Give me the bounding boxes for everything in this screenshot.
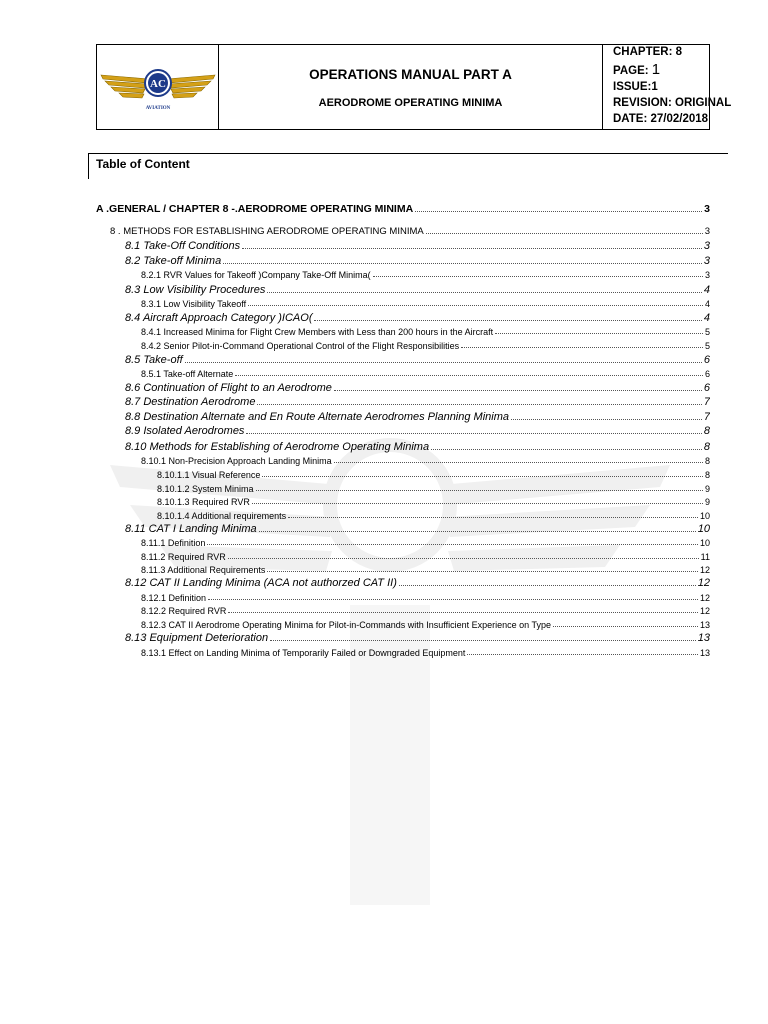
toc-entry[interactable]: [141, 538, 710, 548]
toc-entry[interactable]: [157, 497, 710, 507]
toc-entry-page: 10: [699, 511, 710, 521]
toc-dot-leader: [426, 233, 703, 234]
toc-entry[interactable]: [96, 203, 710, 215]
toc-entry[interactable]: [125, 240, 710, 252]
toc-entry-title: 8.9 Isolated Aerodromes: [125, 425, 245, 437]
toc-entry-page: 12: [699, 565, 710, 575]
toc-dot-leader: [553, 626, 698, 627]
toc-dot-leader: [270, 640, 696, 641]
toc-entry-title: 8.10.1 Non-Precision Approach Landing Minima: [141, 456, 332, 466]
toc-entry[interactable]: [125, 523, 710, 535]
toc-entry-page: 10: [697, 523, 710, 535]
toc-dot-leader: [259, 531, 696, 532]
toc-entry-title: 8.1 Take-Off Conditions: [125, 240, 241, 252]
toc-dot-leader: [288, 517, 698, 518]
toc-entry[interactable]: [141, 606, 710, 616]
toc-entry-page: 6: [703, 354, 710, 366]
toc-entry-title: 8.5.1 Take-off Alternate: [141, 369, 234, 379]
toc-entry-title: 8.4.1 Increased Minima for Flight Crew Members with Less than 200 hours in the Aircraft: [141, 327, 494, 337]
toc-dot-leader: [228, 612, 698, 613]
toc-entry-page: 12: [697, 577, 710, 589]
toc-dot-leader: [252, 503, 703, 504]
toc-entry[interactable]: [125, 632, 710, 644]
toc-entry-page: 9: [704, 484, 710, 494]
toc-entry-title: 8.12.3 CAT II Aerodrome Operating Minima for Pilot-in-Commands with Insufficient Experience on Type: [141, 620, 552, 630]
toc-entry-title: 8 . METHODS FOR ESTABLISHING AERODROME OPERATING MINIMA: [110, 226, 424, 237]
toc-dot-leader: [242, 248, 702, 249]
page-line: PAGE: 1: [613, 61, 661, 78]
toc-entry[interactable]: [141, 341, 710, 351]
toc-entry[interactable]: [141, 593, 710, 603]
toc-dot-leader: [185, 362, 702, 363]
toc-entry-title: 8.12 CAT II Landing Minima (ACA not authorzed CAT II): [125, 577, 397, 589]
toc-entry[interactable]: [141, 620, 710, 630]
toc-entry[interactable]: [125, 354, 710, 366]
toc-entry[interactable]: [125, 382, 710, 394]
toc-entry-title: 8.4 Aircraft Approach Category )ICAO(: [125, 312, 313, 324]
toc-dot-leader: [267, 292, 701, 293]
revision-line: REVISION: ORIGINAL: [613, 97, 732, 109]
toc-entry[interactable]: [125, 411, 710, 423]
toc-entry-title: 8.8 Destination Alternate and En Route Alternate Aerodromes Planning Minima: [125, 411, 509, 423]
toc-dot-leader: [415, 211, 702, 212]
toc-entry-page: 10: [699, 538, 710, 548]
document-subtitle: AERODROME OPERATING MINIMA: [318, 97, 503, 109]
toc-entry-page: 6: [704, 369, 710, 379]
toc-dot-leader: [246, 433, 701, 434]
toc-entry[interactable]: [157, 484, 710, 494]
toc-entry[interactable]: [125, 312, 710, 324]
toc-entry-title: 8.13 Equipment Deterioration: [125, 632, 269, 644]
toc-dot-leader: [511, 419, 702, 420]
toc-entry-title: 8.10 Methods for Establishing of Aerodrome Operating Minima: [125, 441, 430, 453]
toc-entry-page: 5: [704, 341, 710, 351]
toc-entry-title: 8.2.1 RVR Values for Takeoff )Company Take-Off Minima(: [141, 270, 371, 280]
toc-entry[interactable]: [125, 255, 710, 267]
toc-entry[interactable]: [157, 511, 710, 521]
toc-entry-page: 7: [703, 396, 710, 408]
toc-entry-title: 8.11.1 Definition: [141, 538, 206, 548]
toc-entry-title: A .GENERAL / CHAPTER 8 -.AERODROME OPERATING MINIMA: [96, 203, 414, 215]
toc-entry-title: 8.12.2 Required RVR: [141, 606, 227, 616]
toc-entry[interactable]: [141, 299, 710, 309]
toc-dot-leader: [256, 490, 703, 491]
toc-dot-leader: [223, 263, 702, 264]
toc-entry-page: 11: [700, 552, 710, 562]
toc-entry-page: 4: [704, 299, 710, 309]
toc-entry[interactable]: [141, 369, 710, 379]
toc-dot-leader: [461, 347, 703, 348]
toc-entry-title: 8.10.1.3 Required RVR: [157, 497, 250, 507]
toc-dot-leader: [207, 544, 698, 545]
toc-entry[interactable]: [141, 552, 710, 562]
toc-dot-leader: [373, 276, 703, 277]
toc-dot-leader: [257, 404, 701, 405]
toc-entry-page: 13: [699, 648, 710, 658]
date-value: 27/02/2018: [650, 113, 709, 125]
toc-dot-leader: [334, 462, 703, 463]
toc-entry-title: 8.3.1 Low Visibility Takeoff: [141, 299, 247, 309]
toc-entry-title: 8.11.3 Additional Requirements: [141, 565, 266, 575]
toc-entry-page: 8: [703, 441, 710, 453]
chapter-value: 8: [675, 46, 683, 58]
toc-entry[interactable]: [125, 577, 710, 589]
toc-entry-title: 8.4.2 Senior Pilot-in-Command Operational Control of the Flight Responsibilities: [141, 341, 460, 351]
toc-entry-title: 8.12.1 Definition: [141, 593, 207, 603]
toc-entry-title: 8.7 Destination Aerodrome: [125, 396, 256, 408]
toc-entry-page: 8: [703, 425, 710, 437]
toc-entry-page: 6: [703, 382, 710, 394]
logo-subtext: AVIATION: [145, 106, 171, 111]
toc-entry-page: 8: [704, 456, 710, 466]
toc-entry-page: 3: [704, 203, 710, 215]
toc-entry-page: 3: [704, 270, 710, 280]
toc-entry-title: 8.13.1 Effect on Landing Minima of Temporarily Failed or Downgraded Equipment: [141, 648, 466, 658]
toc-entry-title: 8.10.1.2 System Minima: [157, 484, 254, 494]
toc-entry[interactable]: [125, 396, 710, 408]
document-title: OPERATIONS MANUAL PART A: [309, 67, 512, 82]
toc-dot-leader: [467, 654, 698, 655]
date-line: DATE: 27/02/2018: [613, 113, 709, 125]
toc-entry-title: 8.11 CAT I Landing Minima: [125, 523, 257, 535]
toc-entry-title: 8.6 Continuation of Flight to an Aerodrome: [125, 382, 332, 394]
toc-entry-title: 8.10.1.4 Additional requirements: [157, 511, 287, 521]
date-label: DATE: [613, 113, 644, 125]
issue-line: ISSUE:1: [613, 81, 658, 93]
page-label: PAGE: [613, 65, 645, 77]
toc-dot-leader: [267, 571, 698, 572]
toc-entry[interactable]: [125, 441, 710, 453]
toc-dot-leader: [431, 449, 702, 450]
toc-entry[interactable]: [141, 648, 710, 658]
issue-value: 1: [651, 81, 658, 93]
toc-entry[interactable]: [157, 470, 710, 480]
toc-entry[interactable]: [125, 425, 710, 437]
page-value: 1: [651, 61, 661, 78]
toc-entry-page: 3: [703, 255, 710, 267]
toc-heading: Table of Content: [96, 157, 190, 171]
toc-entry-page: 5: [704, 327, 710, 337]
toc-entry-page: 13: [697, 632, 710, 644]
toc-entry-page: 7: [703, 411, 710, 423]
toc-dot-leader: [334, 390, 702, 391]
toc-entry-title: 8.5 Take-off: [125, 354, 183, 366]
toc-entry-page: 12: [699, 606, 710, 616]
toc-entry-title: 8.2 Take-off Minima: [125, 255, 222, 267]
toc-dot-leader: [228, 558, 699, 559]
issue-label: ISSUE: [613, 81, 648, 93]
toc-entry-title: 8.10.1.1 Visual Reference: [157, 470, 261, 480]
toc-entry[interactable]: [141, 456, 710, 466]
toc-entry-page: 9: [704, 497, 710, 507]
toc-dot-leader: [314, 320, 701, 321]
toc-dot-leader: [262, 476, 703, 477]
toc-entry-page: 12: [699, 593, 710, 603]
toc-dot-leader: [208, 599, 698, 600]
toc-entry-page: 3: [704, 226, 710, 237]
toc-entry[interactable]: [141, 327, 710, 337]
toc-entry[interactable]: [110, 226, 710, 237]
toc-dot-leader: [235, 375, 703, 376]
toc-entry-page: 13: [699, 620, 710, 630]
toc-dot-leader: [495, 333, 703, 334]
toc-entry-page: 4: [703, 284, 710, 296]
chapter-line: CHAPTER: 8: [613, 46, 683, 58]
toc-entry-title: 8.3 Low Visibility Procedures: [125, 284, 266, 296]
toc-entry-page: 4: [703, 312, 710, 324]
toc-dot-leader: [399, 585, 696, 586]
toc-entry-page: 3: [703, 240, 710, 252]
toc-entry-title: 8.11.2 Required RVR: [141, 552, 226, 562]
toc-entry[interactable]: [141, 270, 710, 280]
revision-value: ORIGINAL: [675, 97, 732, 109]
logo-text: AC: [150, 78, 166, 90]
chapter-label: CHAPTER: [613, 46, 669, 58]
toc-dot-leader: [248, 305, 703, 306]
toc-entry[interactable]: [125, 284, 710, 296]
revision-label: REVISION: [613, 97, 668, 109]
toc-entry-page: 8: [704, 470, 710, 480]
toc-entry[interactable]: [141, 565, 710, 575]
